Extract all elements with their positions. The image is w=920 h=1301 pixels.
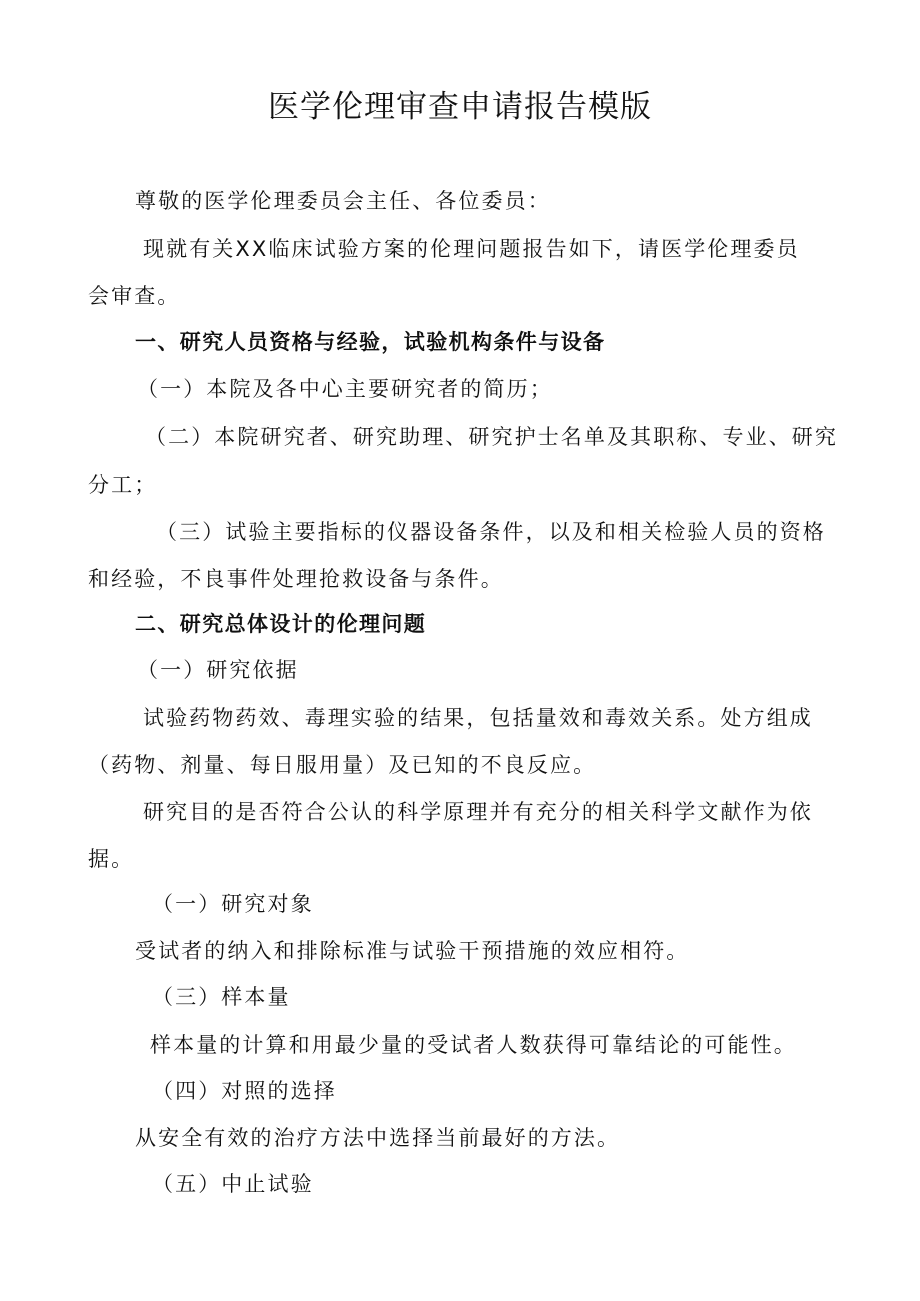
intro-line-2: 会审查。 — [88, 284, 181, 308]
basis-paragraph-2-line-2: 据。 — [88, 847, 135, 871]
section-1-item-3-line-1: （三）试验主要指标的仪器设备条件，以及和相关检验人员的资格 — [156, 520, 826, 544]
intro-xx-placeholder: XX — [235, 237, 269, 261]
section-1-item-2-line-2: 分工； — [88, 473, 158, 497]
section-1-item-2-line-1: （二）本院研究者、研究助理、研究护士名单及其职称、专业、研究 — [145, 425, 838, 449]
basis-paragraph-2-line-1: 研究目的是否符合公认的科学原理并有充分的相关科学文献作为依 — [143, 800, 813, 824]
termination-heading: （五）中止试验 — [152, 1172, 314, 1196]
basis-heading: （一）研究依据 — [137, 658, 299, 682]
control-text: 从安全有效的治疗方法中选择当前最好的方法。 — [135, 1126, 621, 1150]
intro-line-1-rest: 临床试验方案的伦理问题报告如下，请医学伦理委员 — [268, 237, 800, 261]
salutation: 尊敬的医学伦理委员会主任、各位委员： — [135, 189, 551, 213]
document-title: 医学伦理审查申请报告模版 — [268, 89, 652, 125]
section-1-item-1: （一）本院及各中心主要研究者的简历； — [137, 377, 553, 401]
subjects-heading: （一）研究对象 — [152, 892, 314, 916]
sample-size-text: 样本量的计算和用最少量的受试者人数获得可靠结论的可能性。 — [150, 1033, 797, 1057]
section-1-heading: 一、研究人员资格与经验，试验机构条件与设备 — [135, 330, 606, 354]
intro-prefix: 现就有关 — [143, 237, 236, 261]
basis-paragraph-1-line-2: （药物、剂量、每日服用量）及已知的不良反应。 — [88, 753, 597, 777]
subjects-text: 受试者的纳入和排除标准与试验干预措施的效应相符。 — [135, 939, 690, 963]
section-2-heading: 二、研究总体设计的伦理问题 — [135, 612, 427, 636]
section-1-item-3-line-2: 和经验，不良事件处理抢救设备与条件。 — [88, 567, 504, 591]
sample-size-heading: （三）样本量 — [152, 985, 291, 1009]
control-heading: （四）对照的选择 — [152, 1079, 337, 1103]
intro-line-1 — [143, 234, 800, 264]
basis-paragraph-1-line-1: 试验药物药效、毒理实验的结果，包括量效和毒效关系。处方组成 — [143, 706, 813, 730]
